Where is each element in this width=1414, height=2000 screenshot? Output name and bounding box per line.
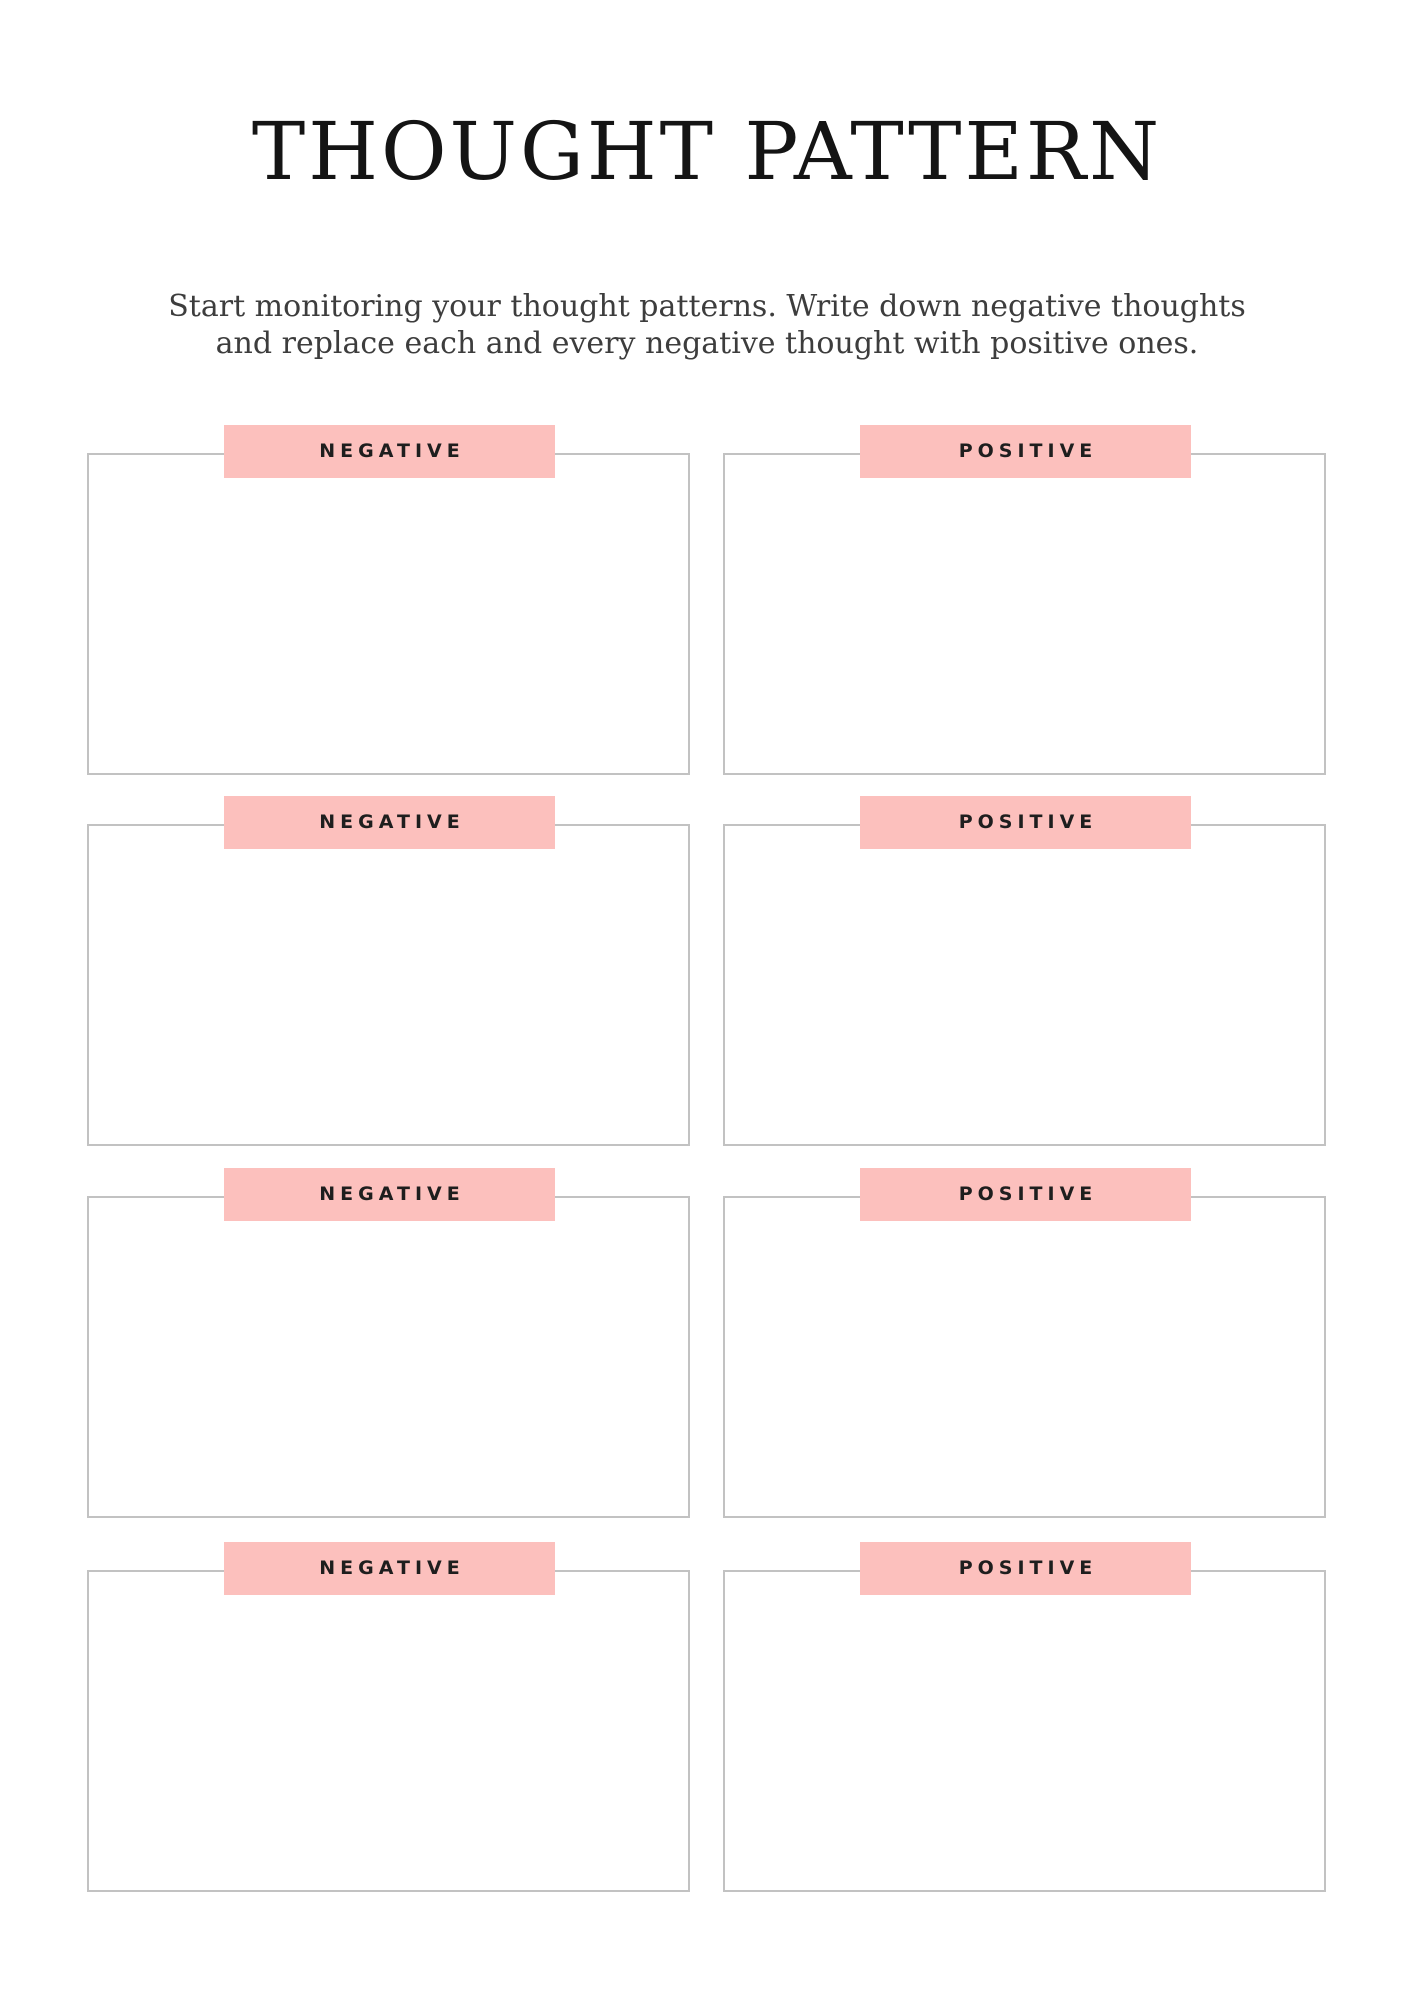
positive-entry xyxy=(723,425,1328,775)
negative-entry xyxy=(87,425,692,775)
positive-entry xyxy=(723,1168,1328,1518)
page-title: THOUGHT PATTERN xyxy=(251,105,1163,198)
negative-label: NEGATIVE xyxy=(224,1542,555,1595)
negative-entry xyxy=(87,1542,692,1892)
positive-label: POSITIVE xyxy=(860,1542,1191,1595)
negative-entry xyxy=(87,1168,692,1518)
positive-writing-box[interactable] xyxy=(723,1570,1326,1892)
positive-label: POSITIVE xyxy=(860,425,1191,478)
negative-label: NEGATIVE xyxy=(224,796,555,849)
positive-writing-box[interactable] xyxy=(723,824,1326,1146)
negative-label: NEGATIVE xyxy=(224,425,555,478)
positive-writing-box[interactable] xyxy=(723,453,1326,775)
positive-entry xyxy=(723,796,1328,1146)
page-description: Start monitoring your thought patterns. Write down negative thoughts and replace each and every negative thought with positive ones. xyxy=(168,289,1246,361)
negative-entry xyxy=(87,796,692,1146)
negative-writing-box[interactable] xyxy=(87,1570,690,1892)
positive-label: POSITIVE xyxy=(860,796,1191,849)
negative-label: NEGATIVE xyxy=(224,1168,555,1221)
negative-writing-box[interactable] xyxy=(87,824,690,1146)
negative-writing-box[interactable] xyxy=(87,1196,690,1518)
positive-label: POSITIVE xyxy=(860,1168,1191,1221)
positive-entry xyxy=(723,1542,1328,1892)
negative-writing-box[interactable] xyxy=(87,453,690,775)
positive-writing-box[interactable] xyxy=(723,1196,1326,1518)
